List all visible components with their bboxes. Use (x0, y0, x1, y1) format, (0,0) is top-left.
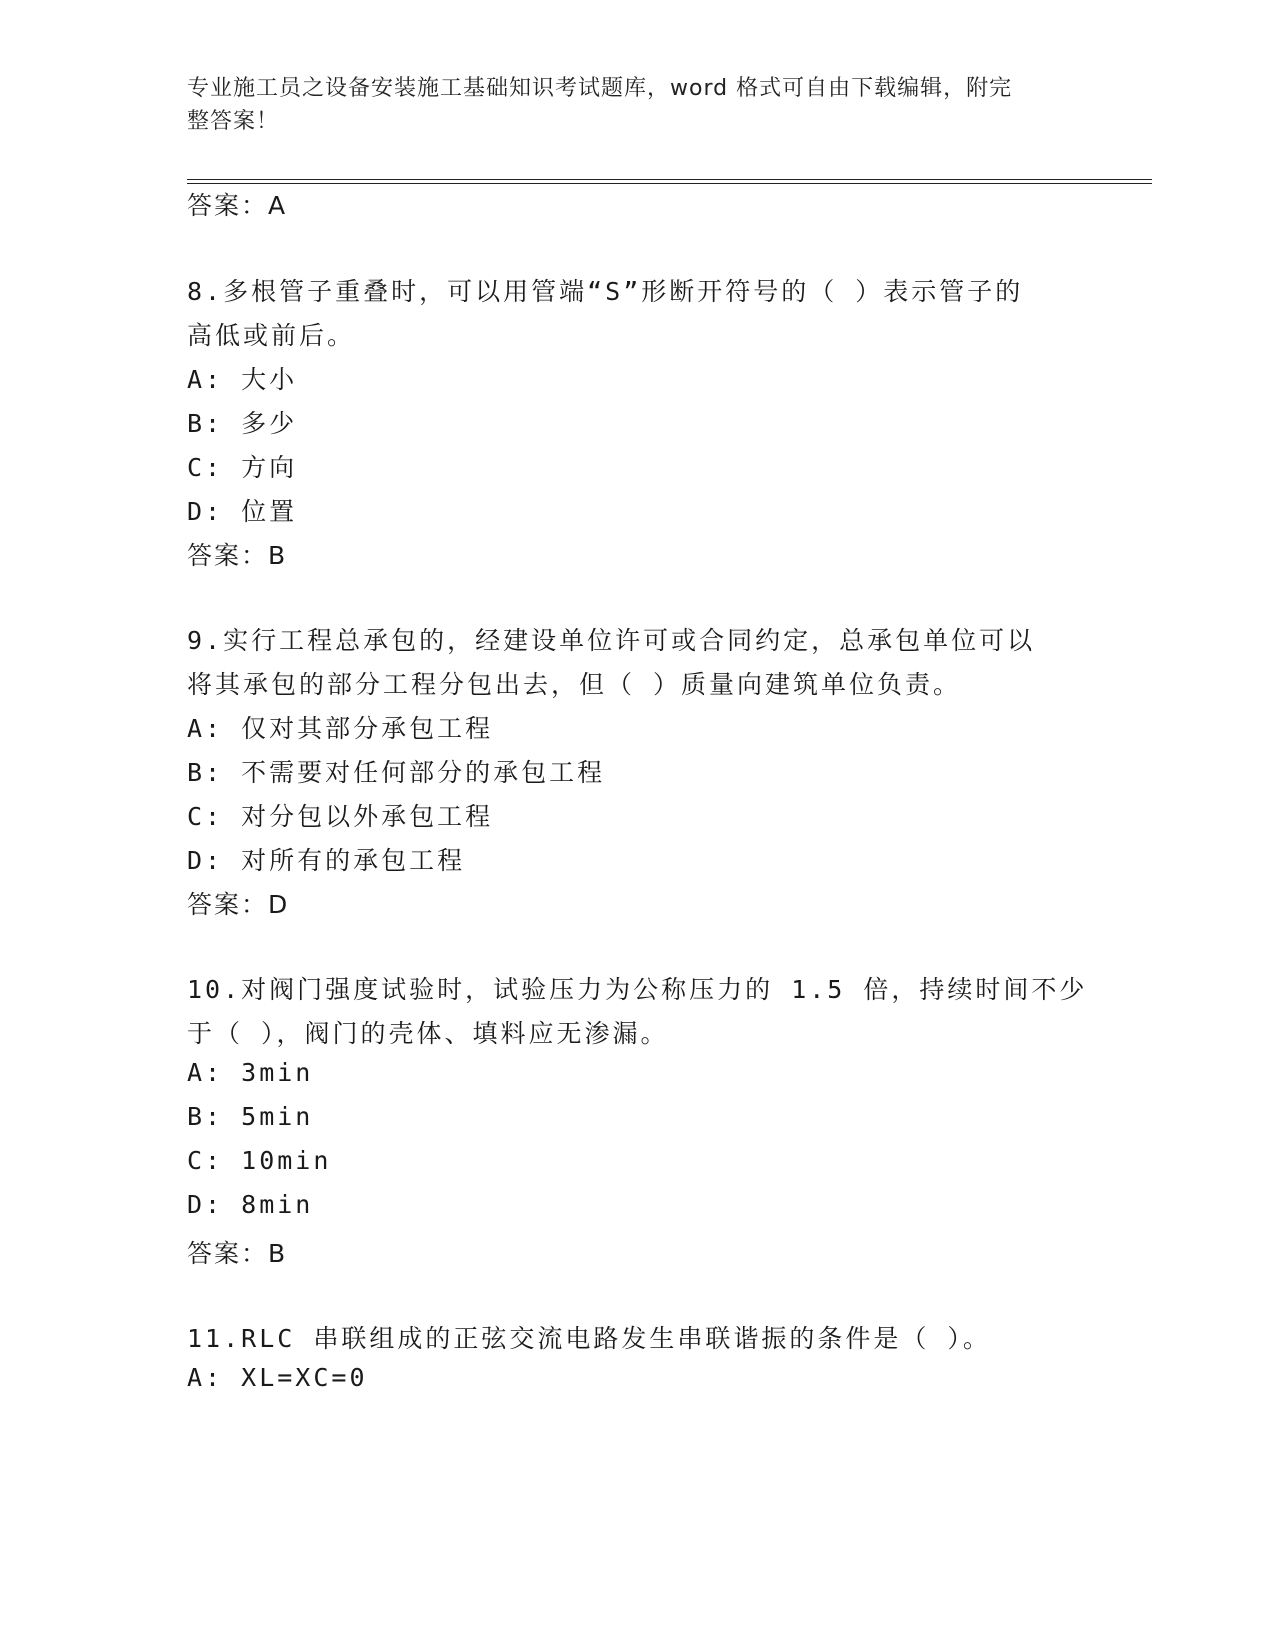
question-10-stem-line1: 10.对阀门强度试验时，试验压力为公称压力的 1.5 倍，持续时间不少 (187, 975, 1088, 1004)
question-11-option-a: A: XL=XC=0 (187, 1363, 368, 1392)
answer-previous: 答案：A (187, 191, 288, 220)
question-9-option-c: C: 对分包以外承包工程 (187, 802, 494, 831)
question-8-answer: 答案：B (187, 541, 288, 570)
header-line-2: 整答案！ (187, 109, 280, 134)
document-header (187, 72, 1067, 138)
question-10-option-d: D: 8min (187, 1190, 314, 1219)
question-8-option-d: D: 位置 (187, 497, 298, 526)
question-10-option-a: A: 3min (187, 1058, 314, 1087)
question-11-stem-line1: 11.RLC 串联组成的正弦交流电路发生串联谐振的条件是（ ）。 (187, 1324, 991, 1353)
question-8-option-c: C: 方向 (187, 453, 298, 482)
question-8-option-a: A: 大小 (187, 365, 298, 394)
header-line-1: 专业施工员之设备安装施工基础知识考试题库，word 格式可自由下载编辑，附完 (187, 76, 1013, 101)
header-rule-bottom (187, 183, 1152, 184)
question-8-stem-line2: 高低或前后。 (187, 321, 356, 350)
question-8-stem-line1: 8.多根管子重叠时，可以用管端“S”形断开符号的（ ）表示管子的 (187, 277, 1024, 306)
question-8-option-b: B: 多少 (187, 409, 298, 438)
question-9-option-b: B: 不需要对任何部分的承包工程 (187, 758, 606, 787)
question-9-stem-line2: 将其承包的部分工程分包出去，但（ ）质量向建筑单位负责。 (187, 670, 962, 699)
question-9-option-a: A: 仅对其部分承包工程 (187, 714, 494, 743)
question-10-answer: 答案：B (187, 1239, 288, 1268)
question-10-stem-line2: 于（ ），阀门的壳体、填料应无渗漏。 (187, 1019, 669, 1048)
question-9-stem-line1: 9.实行工程总承包的，经建设单位许可或合同约定，总承包单位可以 (187, 626, 1036, 655)
header-rule-top (187, 179, 1152, 180)
question-10-option-b: B: 5min (187, 1102, 314, 1131)
question-9-answer: 答案：D (187, 890, 290, 919)
question-10-option-c: C: 10min (187, 1146, 332, 1175)
question-9-option-d: D: 对所有的承包工程 (187, 846, 466, 875)
